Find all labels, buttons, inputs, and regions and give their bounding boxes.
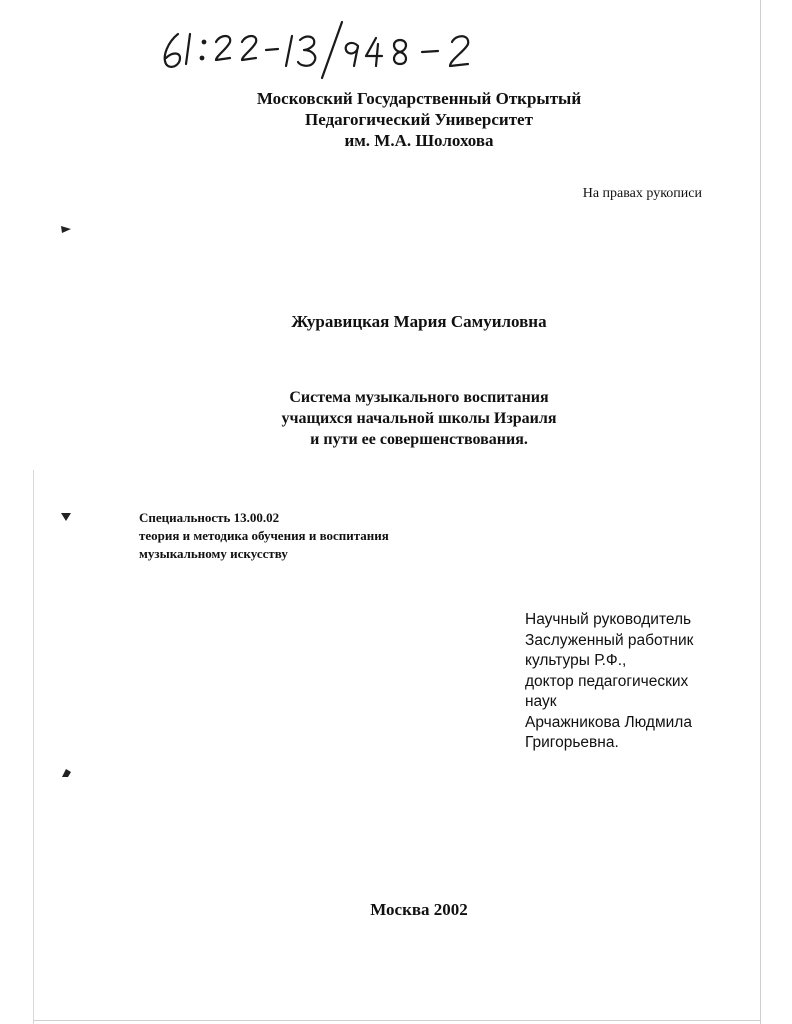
scan-mark-3 — [60, 768, 72, 778]
title-line-2: учащихся начальной школы Израиля — [281, 410, 557, 427]
title-line-3: и пути ее совершенствования. — [310, 431, 528, 448]
institution-name — [0, 88, 792, 151]
handwritten-archive-number — [150, 12, 550, 82]
advisor-line-1: Научный руководитель — [525, 611, 692, 628]
scan-mark-1 — [60, 224, 72, 234]
institution-line-3: им. М.А. Шолохова — [344, 131, 494, 150]
advisor-line-7: Григорьевна. — [525, 734, 619, 751]
institution-line-1: Московский Государственный Открытый — [256, 89, 582, 108]
dissertation-title — [0, 387, 792, 450]
scan-edge-left — [33, 470, 34, 1024]
handwritten-number-drawing — [150, 12, 550, 82]
advisor-line-2: Заслуженный работник — [525, 631, 694, 649]
advisor-line-5: наук — [525, 693, 557, 710]
specialty-block — [139, 509, 389, 563]
scan-edge-right — [760, 0, 761, 1024]
scientific-advisor-block — [525, 610, 693, 754]
manuscript-rights-note: На правах рукописи — [582, 186, 702, 201]
city-and-year: Москва 2002 — [370, 900, 468, 919]
scan-mark-2 — [60, 512, 72, 522]
title-line-1: Система музыкального воспитания — [289, 389, 549, 406]
author-name: Журавицкая Мария Самуиловна — [291, 312, 547, 331]
specialty-code: Специальность 13.00.02 — [139, 510, 280, 525]
advisor-line-6: Арчажникова Людмила — [525, 713, 692, 731]
scan-edge-bottom — [33, 1020, 760, 1021]
institution-line-2: Педагогический Университет — [305, 110, 533, 129]
advisor-line-4: доктор педагогических — [525, 672, 689, 690]
advisor-line-3: культуры Р.Ф., — [525, 652, 627, 669]
specialty-line-3: музыкальному искусству — [139, 546, 288, 561]
specialty-line-2: теория и методика обучения и воспитания — [139, 528, 389, 543]
